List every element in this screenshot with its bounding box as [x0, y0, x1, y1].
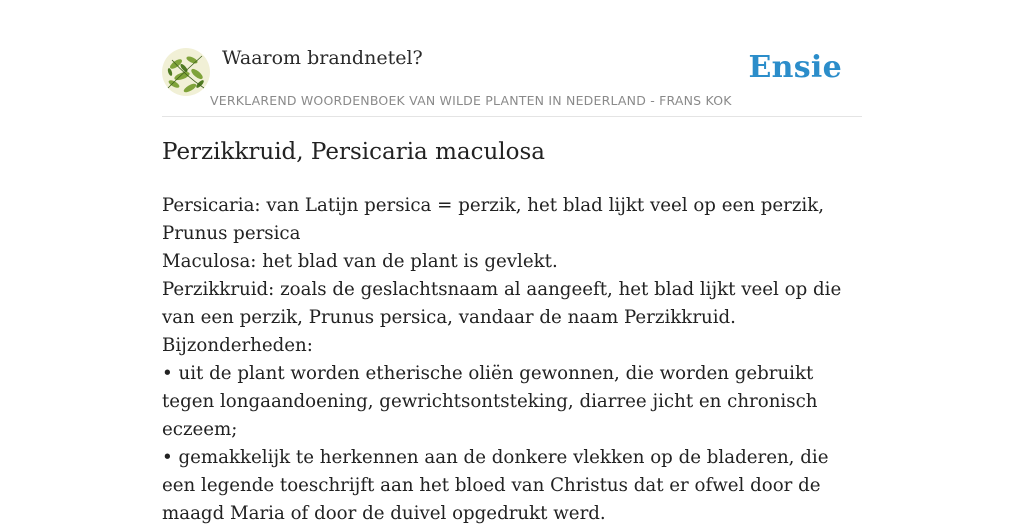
- definition-line: Bijzonderheden:: [162, 335, 313, 356]
- entry-title: Perzikkruid, Persicaria maculosa: [162, 139, 546, 165]
- definition-line: Perzikkruid: zoals de geslachtsnaam al aangeeft, het blad lijkt veel op die van een perzik, Prunus persica, vandaar de naam Perzikkruid.: [162, 279, 842, 328]
- definition-line: Maculosa: het blad van de plant is gevlekt.: [162, 251, 558, 272]
- brand-logo[interactable]: Ensie: [748, 50, 842, 85]
- plant-leaves-icon[interactable]: [162, 48, 210, 96]
- definition-line: • gemakkelijk te herkennen aan de donkere vlekken op de bladeren, die een legende toeschrijft aan het bloed van Christus dat er ofwel door de maagd Maria of door de duivel opgedrukt werd.: [162, 447, 829, 524]
- definition-line: • uit de plant worden etherische oliën gewonnen, die worden gebruikt tegen longaandoening, gewrichtsontsteking, diarree jicht en chronisch eczeem;: [162, 363, 818, 440]
- definition-line: Persicaria: van Latijn persica = perzik, het blad lijkt veel op een perzik, Prunus persica: [162, 195, 825, 244]
- site-title[interactable]: Waarom brandnetel?: [222, 47, 423, 69]
- site-header: [162, 44, 862, 117]
- dictionary-subtitle[interactable]: VERKLAREND WOORDENBOEK VAN WILDE PLANTEN IN NEDERLAND - FRANS KOK: [210, 93, 732, 108]
- entry-content: [162, 192, 862, 528]
